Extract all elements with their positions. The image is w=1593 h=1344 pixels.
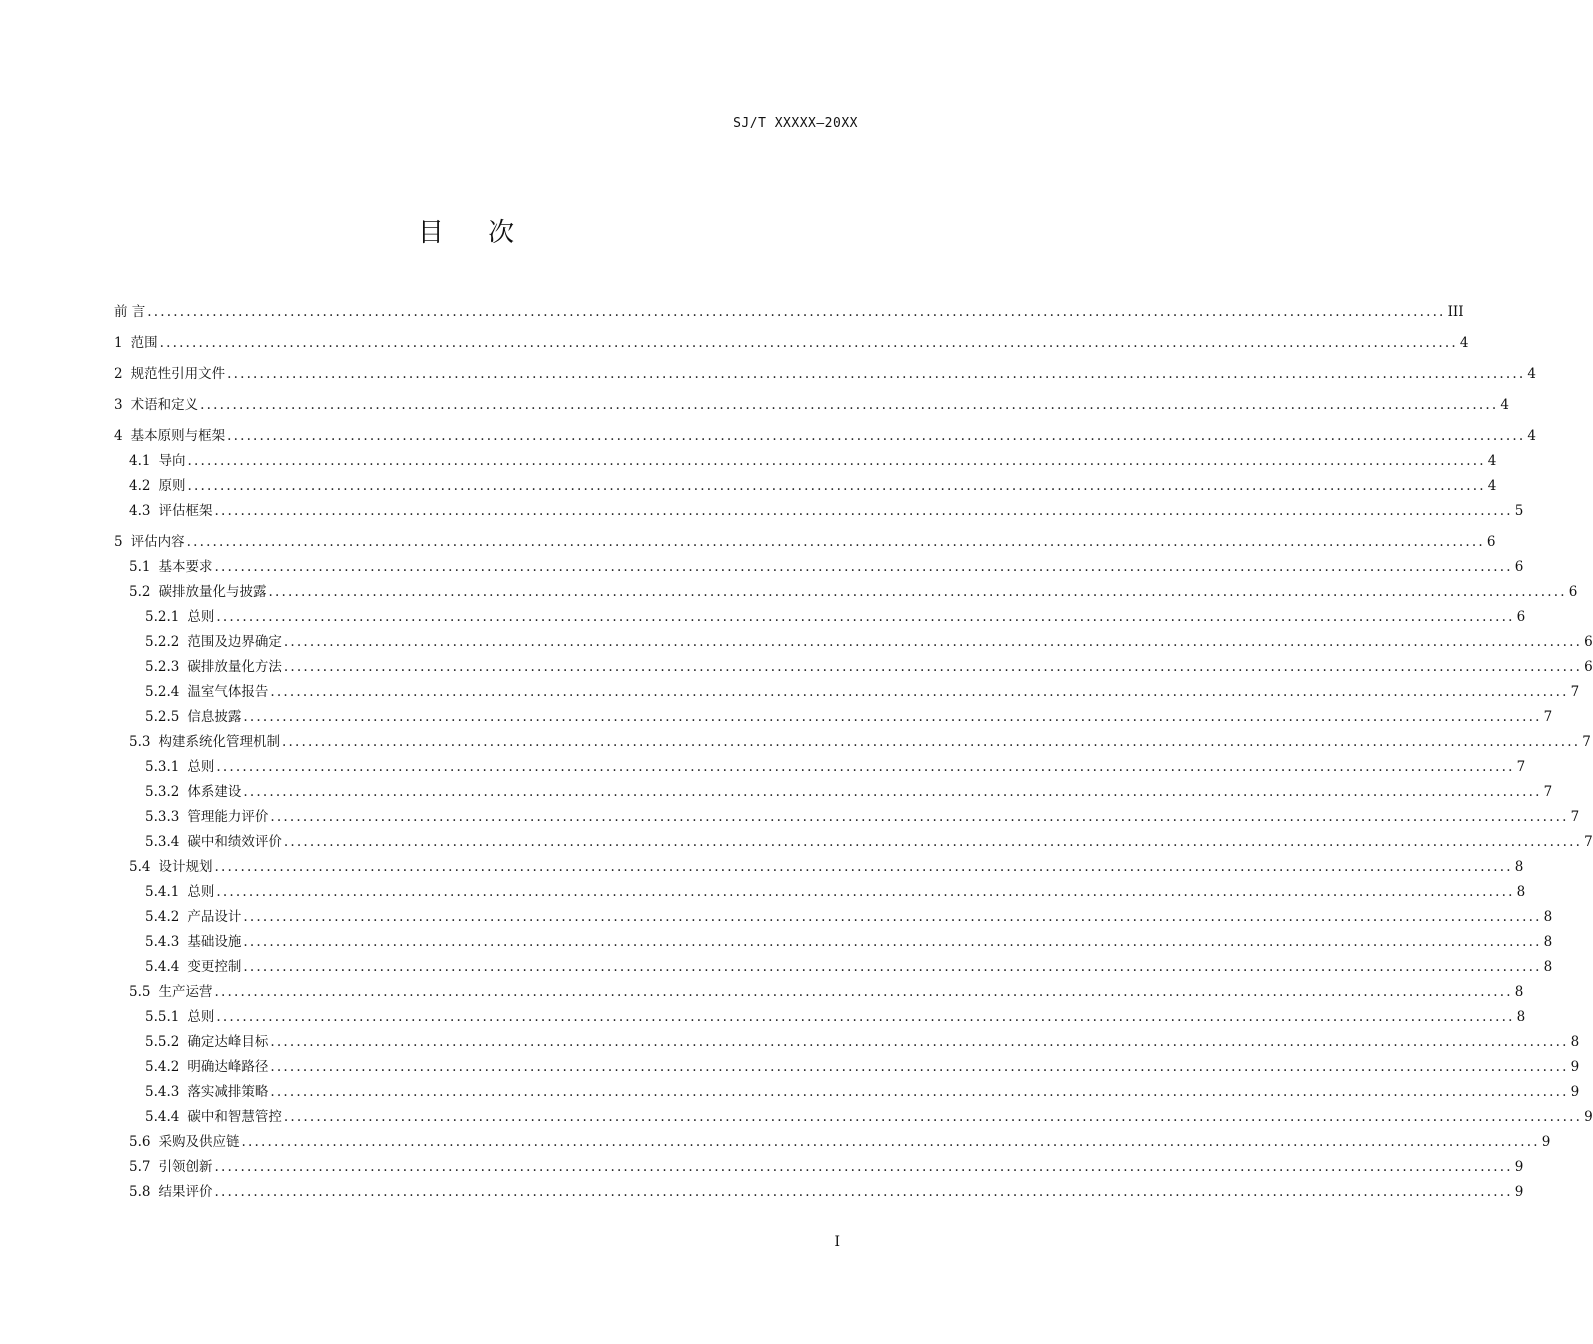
toc-entry-text: 构建系统化管理机制	[158, 734, 280, 750]
toc-entry-number: 5.8	[129, 1184, 151, 1200]
toc-entry-number: 5.4.1	[145, 884, 180, 900]
toc-entry-page: 7	[1543, 709, 1553, 725]
toc-entry-text: 落实减排策略	[187, 1084, 269, 1100]
toc-entry-label	[114, 331, 158, 356]
page-title: 目 次	[417, 218, 533, 248]
toc-entry-text: 术语和定义	[130, 397, 199, 413]
toc-entry-label	[129, 1155, 212, 1180]
toc-entry-label	[145, 680, 268, 705]
toc-entry[interactable]	[114, 605, 1526, 630]
toc-entry-label	[145, 1030, 268, 1055]
toc-entry[interactable]	[114, 1105, 1593, 1130]
toc-entry[interactable]	[114, 880, 1526, 905]
toc-entry[interactable]	[114, 555, 1524, 580]
toc-entry[interactable]	[114, 755, 1526, 780]
toc-entry-number: 5.3.1	[145, 759, 180, 775]
dot-leader: ........................................................................................................................................................................................................	[186, 534, 1485, 550]
toc-entry[interactable]	[114, 780, 1553, 805]
toc-entry-page: 6	[1584, 634, 1593, 650]
toc-entry-label	[145, 655, 282, 680]
toc-entry[interactable]	[114, 680, 1580, 705]
toc-entry-label	[114, 393, 198, 418]
toc-entry-label	[145, 930, 241, 955]
dot-leader: ........................................................................................................................................................................................................	[147, 304, 1446, 320]
table-of-contents	[114, 300, 1593, 1205]
toc-entry-text: 信息披露	[187, 709, 242, 725]
toc-entry-label	[129, 474, 185, 499]
toc-entry-page: 9	[1514, 1184, 1524, 1200]
toc-entry[interactable]	[114, 980, 1524, 1005]
toc-entry-page: 7	[1543, 784, 1553, 800]
toc-entry-label	[145, 1005, 214, 1030]
toc-entry-number: 2	[114, 366, 123, 382]
toc-entry-label	[129, 730, 280, 755]
dot-leader: ........................................................................................................................................................................................................	[283, 659, 1583, 675]
toc-entry-page: 9	[1584, 1109, 1593, 1125]
dot-leader: ........................................................................................................................................................................................................	[214, 984, 1513, 1000]
toc-entry[interactable]	[114, 331, 1469, 356]
toc-entry[interactable]	[114, 580, 1578, 605]
dot-leader: ........................................................................................................................................................................................................	[268, 584, 1567, 600]
toc-entry-number: 5.7	[129, 1159, 151, 1175]
toc-entry-number: 5.4.3	[145, 934, 180, 950]
toc-entry-label	[129, 555, 212, 580]
toc-entry-text: 结果评价	[158, 1184, 213, 1200]
toc-entry-page: 9	[1541, 1134, 1551, 1150]
toc-entry-number: 5.5	[129, 984, 151, 1000]
toc-entry-text: 总则	[187, 609, 215, 625]
toc-entry-label	[145, 905, 241, 930]
toc-entry-page: 5	[1514, 503, 1524, 519]
toc-entry[interactable]	[114, 830, 1593, 855]
toc-entry-text: 总则	[187, 1009, 215, 1025]
toc-entry-number: 5.2.1	[145, 609, 180, 625]
dot-leader: ........................................................................................................................................................................................................	[243, 709, 1542, 725]
dot-leader: ........................................................................................................................................................................................................	[270, 1084, 1569, 1100]
toc-entry-page: 7	[1570, 809, 1580, 825]
toc-entry-number: 5.3.2	[145, 784, 180, 800]
toc-entry-page: 8	[1543, 909, 1553, 925]
toc-entry-text: 基本原则与框架	[130, 428, 226, 444]
toc-entry-number: 5.3.3	[145, 809, 180, 825]
toc-entry-page: 4	[1527, 428, 1536, 444]
dot-leader: ........................................................................................................................................................................................................	[270, 1059, 1569, 1075]
dot-leader: ........................................................................................................................................................................................................	[214, 559, 1513, 575]
toc-entry-number: 1	[114, 335, 123, 351]
toc-entry[interactable]	[114, 424, 1536, 449]
toc-entry-label	[145, 705, 241, 730]
toc-entry-text: 采购及供应链	[158, 1134, 240, 1150]
toc-entry-label	[114, 530, 185, 555]
toc-entry-number: 3	[114, 397, 123, 413]
toc-entry[interactable]	[114, 499, 1524, 524]
toc-entry-page: 8	[1543, 934, 1553, 950]
dot-leader: ........................................................................................................................................................................................................	[270, 684, 1569, 700]
toc-entry[interactable]	[114, 1180, 1524, 1205]
toc-entry-text: 体系建设	[187, 784, 242, 800]
toc-entry-label	[145, 1105, 282, 1130]
toc-entry-text: 原则	[158, 478, 186, 494]
toc-entry-label	[129, 499, 212, 524]
toc-entry-text: 导向	[158, 453, 186, 469]
toc-entry-text: 范围	[130, 335, 158, 351]
dot-leader: ........................................................................................................................................................................................................	[270, 1034, 1569, 1050]
toc-entry-number: 5.6	[129, 1134, 151, 1150]
toc-entry-page: III	[1447, 304, 1464, 320]
toc-entry-text: 碳排放量化方法	[187, 659, 282, 675]
toc-entry-page: 4	[1487, 478, 1497, 494]
toc-entry[interactable]	[114, 1080, 1580, 1105]
dot-leader: ........................................................................................................................................................................................................	[216, 1009, 1515, 1025]
dot-leader: ........................................................................................................................................................................................................	[214, 503, 1513, 519]
toc-entry-page: 9	[1570, 1059, 1580, 1075]
toc-entry-label	[145, 605, 214, 630]
document-code: SJ/T XXXXX—20XX	[733, 116, 858, 131]
toc-entry[interactable]	[114, 1005, 1526, 1030]
dot-leader: ........................................................................................................................................................................................................	[216, 884, 1515, 900]
toc-entry-label	[145, 755, 214, 780]
toc-entry-label	[145, 830, 282, 855]
dot-leader: ........................................................................................................................................................................................................	[200, 397, 1499, 413]
toc-entry[interactable]	[114, 474, 1497, 499]
toc-entry-text: 设计规划	[158, 859, 213, 875]
toc-entry-number: 5.3.4	[145, 834, 180, 850]
toc-entry-number: 4.3	[129, 503, 151, 519]
toc-entry-label	[129, 449, 185, 474]
dot-leader: ........................................................................................................................................................................................................	[187, 453, 1486, 469]
dot-leader: ........................................................................................................................................................................................................	[283, 634, 1583, 650]
toc-entry-text: 基础设施	[187, 934, 242, 950]
toc-entry-label	[145, 630, 282, 655]
toc-entry-text: 温室气体报告	[187, 684, 269, 700]
dot-leader: ........................................................................................................................................................................................................	[243, 959, 1542, 975]
toc-entry-page: 9	[1570, 1084, 1580, 1100]
toc-entry-page: 4	[1459, 335, 1469, 351]
toc-entry-number: 5.5.2	[145, 1034, 180, 1050]
toc-entry-page: 7	[1516, 759, 1526, 775]
dot-leader: ........................................................................................................................................................................................................	[214, 1184, 1513, 1200]
dot-leader: ........................................................................................................................................................................................................	[243, 934, 1542, 950]
toc-entry[interactable]	[114, 955, 1553, 980]
toc-entry-label	[114, 362, 225, 387]
toc-entry-text: 规范性引用文件	[130, 366, 226, 382]
toc-entry[interactable]	[114, 805, 1580, 830]
toc-entry-number: 5.4.3	[145, 1084, 180, 1100]
toc-entry[interactable]	[114, 300, 1464, 325]
dot-leader: ........................................................................................................................................................................................................	[214, 1159, 1513, 1175]
toc-entry[interactable]	[114, 855, 1524, 880]
dot-leader: ........................................................................................................................................................................................................	[216, 759, 1515, 775]
toc-entry-text: 碳中和智慧管控	[187, 1109, 282, 1125]
toc-entry-page: 4	[1500, 397, 1509, 413]
dot-leader: ........................................................................................................................................................................................................	[214, 859, 1513, 875]
toc-entry-label	[129, 1180, 212, 1205]
toc-entry-page: 8	[1516, 1009, 1526, 1025]
toc-entry-page: 7	[1570, 684, 1580, 700]
toc-entry-label	[114, 300, 145, 325]
toc-entry-page: 8	[1543, 959, 1553, 975]
toc-entry[interactable]	[114, 530, 1496, 555]
toc-entry-number: 4	[114, 428, 123, 444]
toc-entry-page: 6	[1486, 534, 1496, 550]
toc-entry-number: 5.2	[129, 584, 151, 600]
toc-entry-number: 5	[114, 534, 123, 550]
toc-entry-number: 5.4.4	[145, 959, 180, 975]
toc-entry-page: 7	[1584, 834, 1593, 850]
toc-entry-label	[114, 424, 225, 449]
toc-entry-text: 引领创新	[158, 1159, 213, 1175]
toc-entry-number: 5.4.2	[145, 1059, 180, 1075]
dot-leader: ........................................................................................................................................................................................................	[243, 784, 1542, 800]
toc-entry-number: 5.4.2	[145, 909, 180, 925]
toc-entry-text: 产品设计	[187, 909, 242, 925]
toc-entry-number: 5.3	[129, 734, 151, 750]
toc-entry-text: 总则	[187, 884, 215, 900]
toc-entry-page: 8	[1570, 1034, 1580, 1050]
dot-leader: ........................................................................................................................................................................................................	[281, 734, 1581, 750]
toc-entry-label	[145, 880, 214, 905]
toc-entry[interactable]	[114, 362, 1536, 387]
dot-leader: ........................................................................................................................................................................................................	[227, 366, 1526, 382]
toc-entry-page: 7	[1582, 734, 1591, 750]
toc-entry-page: 6	[1514, 559, 1524, 575]
toc-entry[interactable]	[114, 630, 1593, 655]
toc-entry-number: 5.1	[129, 559, 151, 575]
toc-entry[interactable]	[114, 930, 1553, 955]
toc-entry-text: 基本要求	[158, 559, 213, 575]
toc-entry[interactable]	[114, 705, 1553, 730]
toc-entry[interactable]	[114, 393, 1509, 418]
toc-entry-page: 8	[1514, 859, 1524, 875]
toc-entry-text: 确定达峰目标	[187, 1034, 269, 1050]
toc-entry-label	[145, 1080, 268, 1105]
toc-entry-page: 6	[1568, 584, 1578, 600]
toc-entry-page: 4	[1527, 366, 1536, 382]
dot-leader: ........................................................................................................................................................................................................	[216, 609, 1515, 625]
toc-entry-text: 管理能力评价	[187, 809, 269, 825]
toc-entry-number: 5.4.4	[145, 1109, 180, 1125]
toc-entry[interactable]	[114, 655, 1593, 680]
toc-entry-label	[129, 855, 212, 880]
toc-entry-page: 9	[1514, 1159, 1524, 1175]
dot-leader: ........................................................................................................................................................................................................	[270, 809, 1569, 825]
toc-entry-page: 6	[1516, 609, 1526, 625]
dot-leader: ........................................................................................................................................................................................................	[283, 1109, 1583, 1125]
toc-entry-number: 4.2	[129, 478, 151, 494]
dot-leader: ........................................................................................................................................................................................................	[159, 335, 1458, 351]
toc-entry[interactable]	[114, 1155, 1524, 1180]
toc-entry[interactable]	[114, 1030, 1580, 1055]
toc-entry-text: 明确达峰路径	[187, 1059, 269, 1075]
toc-entry-text: 生产运营	[158, 984, 213, 1000]
toc-entry-number: 5.2.5	[145, 709, 180, 725]
toc-entry[interactable]	[114, 905, 1553, 930]
toc-entry-number: 5.5.1	[145, 1009, 180, 1025]
toc-entry-text: 碳排放量化与披露	[158, 584, 267, 600]
toc-entry-number: 5.4	[129, 859, 151, 875]
toc-entry-label	[145, 955, 241, 980]
page-number: I	[834, 1234, 840, 1250]
toc-entry[interactable]	[114, 730, 1591, 755]
toc-entry-number: 5.2.3	[145, 659, 180, 675]
toc-entry[interactable]	[114, 1055, 1580, 1080]
toc-entry-label	[145, 1055, 268, 1080]
dot-leader: ........................................................................................................................................................................................................	[283, 834, 1583, 850]
toc-entry-label	[129, 980, 212, 1005]
toc-entry-page: 4	[1487, 453, 1497, 469]
toc-entry-text: 评估框架	[158, 503, 213, 519]
toc-entry-label	[129, 1130, 239, 1155]
toc-entry-text: 碳中和绩效评价	[187, 834, 282, 850]
toc-entry[interactable]	[114, 1130, 1551, 1155]
toc-entry-text: 范围及边界确定	[187, 634, 282, 650]
toc-entry-text: 评估内容	[130, 534, 185, 550]
dot-leader: ........................................................................................................................................................................................................	[187, 478, 1486, 494]
toc-entry-label	[145, 780, 241, 805]
toc-entry-number: 4.1	[129, 453, 151, 469]
dot-leader: ........................................................................................................................................................................................................	[227, 428, 1526, 444]
toc-entry-text: 变更控制	[187, 959, 242, 975]
toc-entry-page: 6	[1584, 659, 1593, 675]
dot-leader: ........................................................................................................................................................................................................	[243, 909, 1542, 925]
toc-entry-label	[129, 580, 266, 605]
toc-entry-label	[145, 805, 268, 830]
toc-entry-number: 5.2.2	[145, 634, 180, 650]
dot-leader: ........................................................................................................................................................................................................	[241, 1134, 1540, 1150]
toc-entry[interactable]	[114, 449, 1497, 474]
toc-entry-text: 前 言	[114, 304, 146, 320]
toc-entry-text: 总则	[187, 759, 215, 775]
toc-entry-page: 8	[1516, 884, 1526, 900]
toc-entry-number: 5.2.4	[145, 684, 180, 700]
toc-entry-page: 8	[1514, 984, 1524, 1000]
